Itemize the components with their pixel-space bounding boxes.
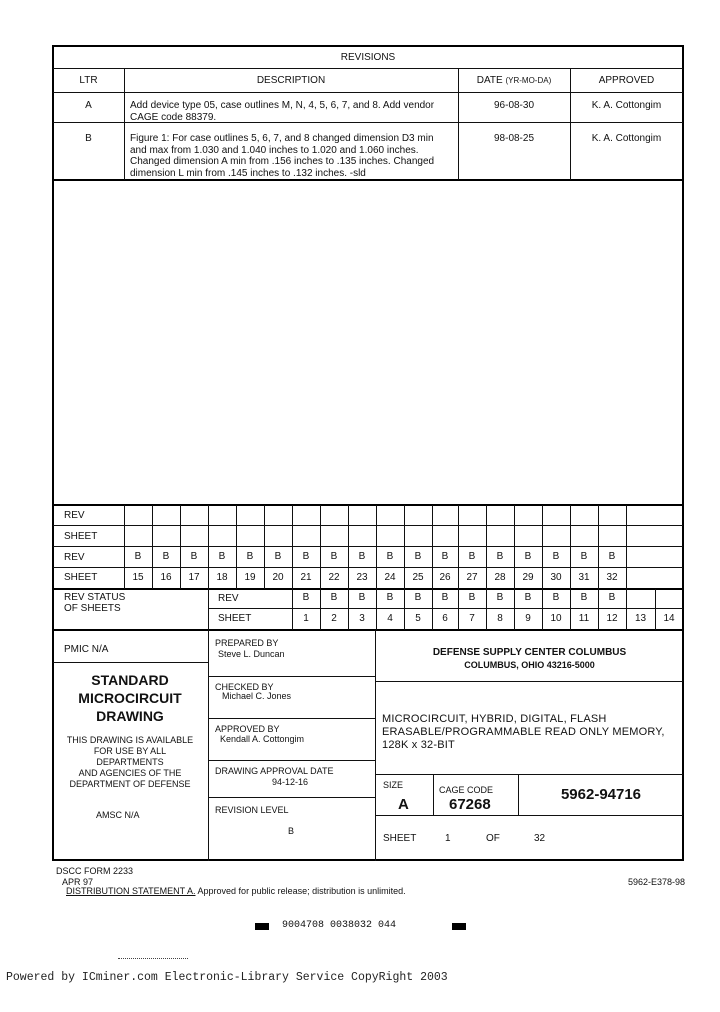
distribution-statement-text: Approved for public release; distribution is unlimited. bbox=[197, 886, 406, 896]
approval-date-value: 94-12-16 bbox=[272, 777, 309, 787]
approved-by-label: APPROVED BY bbox=[215, 724, 280, 734]
sheet-rev-cell: B bbox=[386, 551, 394, 562]
revision-approved: K. A. Cottongim bbox=[591, 100, 662, 111]
sheet-rev-cell: B bbox=[496, 551, 504, 562]
sheet-rev-cell: B bbox=[386, 592, 394, 603]
sheet-rev-cell: B bbox=[414, 551, 422, 562]
sheet-number-cell: 12 bbox=[606, 613, 618, 624]
dotted-rule bbox=[118, 958, 188, 959]
revisions-header-approved: APPROVED bbox=[598, 75, 655, 86]
form-number: DSCC FORM 2233 bbox=[56, 866, 134, 876]
sheet-number-cell: 27 bbox=[466, 572, 478, 583]
document-code: 5962-E378-98 bbox=[628, 877, 686, 887]
sheet-rev-cell: B bbox=[190, 551, 198, 562]
revision-description: Add device type 05, case outlines M, N, 4, 5, 6, 7, and 8. Add vendor CAGE code 88379. bbox=[130, 100, 435, 123]
device-title: MICROCIRCUIT, HYBRID, DIGITAL, FLASH ERASABLE/PROGRAMMABLE READ ONLY MEMORY, 128K x 32-BIT bbox=[382, 713, 665, 751]
checked-by-name: Michael C. Jones bbox=[222, 691, 292, 701]
sheet-number-cell: 17 bbox=[188, 572, 200, 583]
sheet-rev-cell: B bbox=[330, 551, 338, 562]
sheet-rev-cell: B bbox=[608, 551, 616, 562]
sheet-number-cell: 26 bbox=[439, 572, 451, 583]
distribution-statement bbox=[66, 885, 406, 897]
grid-rev-label: REV bbox=[218, 593, 239, 604]
sheet-rev-cell: B bbox=[134, 551, 142, 562]
standard-microcircuit-drawing-title: STANDARD MICROCIRCUIT DRAWING bbox=[78, 672, 182, 724]
sheet-number-cell: 4 bbox=[387, 613, 393, 624]
sheet-number-cell: 25 bbox=[412, 572, 424, 583]
sheet-label: SHEET bbox=[383, 833, 417, 844]
sheet-number-cell: 13 bbox=[634, 613, 647, 624]
size-value: A bbox=[398, 796, 409, 813]
barcode-mark-right bbox=[452, 923, 466, 930]
sheet-number-cell: 10 bbox=[550, 613, 562, 624]
sheet-rev-cell: B bbox=[524, 592, 532, 603]
sheet-rev-cell: B bbox=[580, 592, 588, 603]
revision-ltr: B bbox=[85, 133, 92, 144]
sheet-rev-cell: B bbox=[330, 592, 338, 603]
sheet-number-cell: 24 bbox=[384, 572, 396, 583]
approved-by-name: Kendall A. Cottongim bbox=[220, 734, 305, 744]
form-date: APR 97 bbox=[62, 877, 94, 887]
grid-sheet-label: SHEET bbox=[64, 531, 98, 542]
sheet-number-cell: 3 bbox=[359, 613, 365, 624]
sheet-number-cell: 31 bbox=[578, 572, 590, 583]
revisions-header-date-format: (YR-MO-DA) bbox=[505, 76, 552, 85]
revision-ltr: A bbox=[85, 100, 92, 111]
agency-name: DEFENSE SUPPLY CENTER COLUMBUS bbox=[432, 647, 627, 658]
sheet-number-cell: 8 bbox=[497, 613, 503, 624]
sheet-rev-cell: B bbox=[302, 592, 310, 603]
sheet-number-cell: 32 bbox=[606, 572, 618, 583]
sheet-rev-cell: B bbox=[274, 551, 282, 562]
approval-date-label: DRAWING APPROVAL DATE bbox=[215, 766, 334, 776]
sheet-number-cell: 23 bbox=[356, 572, 368, 583]
prepared-by-name: Steve L. Duncan bbox=[218, 649, 285, 659]
sheet-rev-cell: B bbox=[496, 592, 504, 603]
sheet-number-cell: 18 bbox=[216, 572, 228, 583]
revision-date: 96-08-30 bbox=[493, 100, 535, 111]
distribution-statement-label: DISTRIBUTION STATEMENT A. bbox=[66, 886, 196, 896]
sheet-number-cell: 1 bbox=[303, 613, 309, 624]
grid-sheet-label: SHEET bbox=[218, 613, 252, 624]
revisions-header-description: DESCRIPTION bbox=[256, 75, 326, 86]
revisions-header-date-label: DATE bbox=[476, 75, 503, 86]
of-label: OF bbox=[486, 833, 500, 844]
cage-code-label: CAGE CODE bbox=[439, 785, 494, 795]
sheet-number-cell: 2 bbox=[331, 613, 337, 624]
sheet-number: 1 bbox=[445, 833, 451, 844]
sheet-number-cell: 16 bbox=[160, 572, 172, 583]
revision-level-label: REVISION LEVEL bbox=[215, 805, 289, 815]
sheet-rev-cell: B bbox=[608, 592, 616, 603]
revisions-header-date bbox=[458, 75, 570, 87]
sheet-number-cell: 22 bbox=[328, 572, 340, 583]
sheet-number-cell: 29 bbox=[522, 572, 534, 583]
sheet-rev-cell: B bbox=[358, 592, 366, 603]
sheet-rev-cell: B bbox=[246, 551, 254, 562]
revisions-header-ltr: LTR bbox=[79, 75, 98, 86]
sheet-number-cell: 20 bbox=[272, 572, 284, 583]
sheet-number-cell: 21 bbox=[300, 572, 312, 583]
sheet-rev-cell: B bbox=[441, 592, 449, 603]
sheet-number-cell: 7 bbox=[469, 613, 475, 624]
sheet-rev-cell: B bbox=[162, 551, 170, 562]
sheet-rev-cell: B bbox=[358, 551, 366, 562]
sheet-number-cell: 6 bbox=[442, 613, 448, 624]
barcode-text: 9004708 0038032 044 bbox=[282, 920, 397, 931]
pmic-label: PMIC N/A bbox=[64, 644, 109, 655]
grid-sheet-label: SHEET bbox=[64, 572, 98, 583]
sheet-rev-cell: B bbox=[552, 551, 560, 562]
sheet-rev-cell: B bbox=[468, 551, 476, 562]
revision-approved: K. A. Cottongim bbox=[591, 133, 662, 144]
sheet-rev-cell: B bbox=[302, 551, 310, 562]
sheet-rev-cell: B bbox=[580, 551, 588, 562]
sheet-rev-cell: B bbox=[441, 551, 449, 562]
prepared-by-label: PREPARED BY bbox=[215, 638, 279, 648]
sheet-total: 32 bbox=[534, 833, 546, 844]
size-label: SIZE bbox=[383, 780, 404, 790]
powered-by-line: Powered by ICminer.com Electronic-Library Service CopyRight 2003 bbox=[6, 971, 448, 984]
revision-date: 98-08-25 bbox=[493, 133, 535, 144]
revision-level-value: B bbox=[288, 826, 295, 836]
sheet-number-cell: 9 bbox=[525, 613, 531, 624]
sheet-number-cell: 11 bbox=[578, 613, 590, 624]
sheet-number-cell: 30 bbox=[550, 572, 562, 583]
sheet-rev-cell: B bbox=[468, 592, 476, 603]
cage-code-value: 67268 bbox=[449, 796, 491, 813]
grid-rev-label: REV bbox=[64, 552, 85, 563]
sheet-number-cell: 19 bbox=[244, 572, 256, 583]
grid-rev-label: REV bbox=[64, 510, 85, 521]
sheet-rev-cell: B bbox=[218, 551, 226, 562]
sheet-rev-cell: B bbox=[524, 551, 532, 562]
amsc-label: AMSC N/A bbox=[96, 810, 140, 820]
sheet-rev-cell: B bbox=[552, 592, 560, 603]
revisions-title: REVISIONS bbox=[340, 52, 396, 63]
sheet-number-cell: 28 bbox=[494, 572, 506, 583]
drawing-number: 5962-94716 bbox=[560, 786, 642, 803]
sheet-number-cell: 14 bbox=[663, 613, 675, 624]
revision-description: Figure 1: For case outlines 5, 6, 7, and 8 changed dimension D3 min and max from 1.030 and 1.040 inches to 1.020 and 1.060 inches. Changed dimension A min from .156 inches to .135 inches. Changed dimension L min from .145 inches to .132 inches. -sld bbox=[130, 133, 435, 179]
availability-statement: THIS DRAWING IS AVAILABLE FOR USE BY ALL DEPARTMENTS AND AGENCIES OF THE DEPARTMENT OF DEFENSE bbox=[66, 735, 194, 789]
rev-status-of-sheets-label: REV STATUS OF SHEETS bbox=[64, 592, 126, 614]
agency-address: COLUMBUS, OHIO 43216-5000 bbox=[464, 660, 595, 670]
sheet-number-cell: 15 bbox=[132, 572, 144, 583]
barcode-mark-left bbox=[255, 923, 269, 930]
checked-by-label: CHECKED BY bbox=[215, 682, 274, 692]
sheet-number-cell: 5 bbox=[415, 613, 421, 624]
sheet-rev-cell: B bbox=[414, 592, 422, 603]
